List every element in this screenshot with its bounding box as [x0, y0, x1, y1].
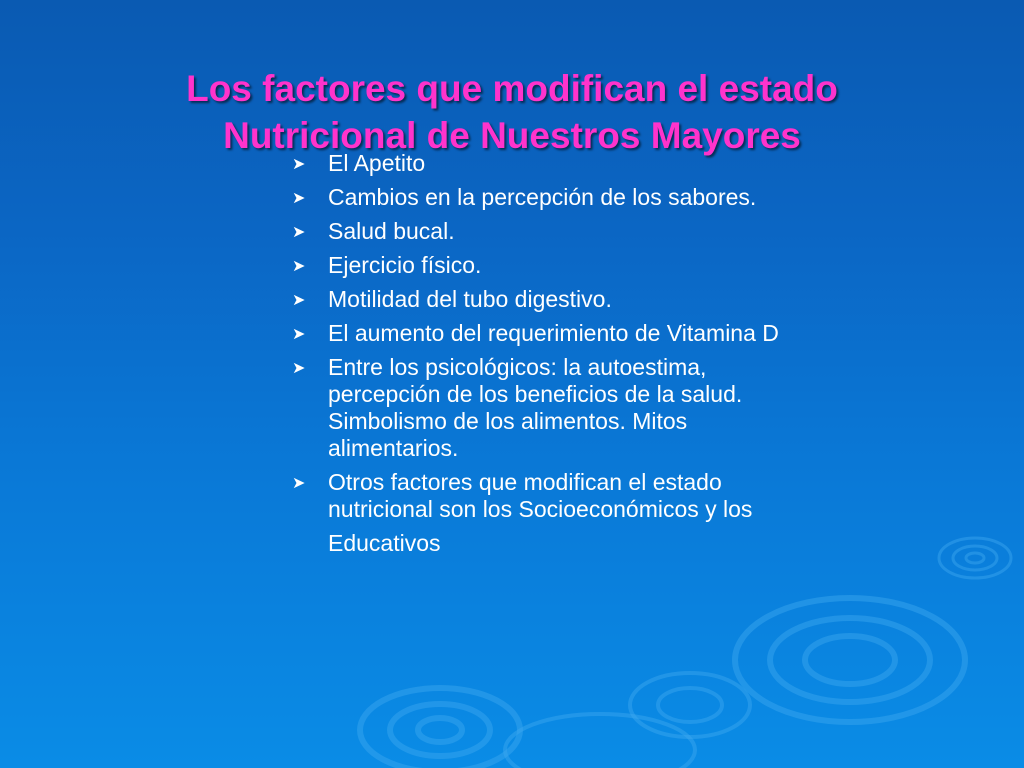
- bullet-item: [290, 469, 810, 557]
- bullet-text: Motilidad del tubo digestivo.: [328, 286, 612, 312]
- bullet-item: [290, 320, 810, 347]
- slide-title-line-2: Nutricional de Nuestros Mayores: [223, 114, 801, 156]
- slide-title-line-1: Los factores que modifican el estado: [186, 67, 838, 109]
- arrow-bullet-icon: ➤: [292, 258, 306, 275]
- bullet-text: Salud bucal.: [328, 218, 455, 244]
- bullet-text: Ejercicio físico.: [328, 252, 482, 278]
- bullet-text: Cambios en la percepción de los sabores.: [328, 184, 757, 210]
- bullet-item: [290, 286, 810, 313]
- bullet-item: [290, 252, 810, 279]
- arrow-bullet-icon: ➤: [292, 156, 306, 173]
- bullet-text: El Apetito: [328, 150, 426, 176]
- bullet-continuation-text: Educativos: [328, 530, 441, 556]
- arrow-bullet-icon: ➤: [292, 326, 306, 343]
- arrow-bullet-icon: ➤: [292, 292, 306, 309]
- bullet-item: [290, 218, 810, 245]
- arrow-bullet-icon: ➤: [292, 360, 306, 377]
- arrow-bullet-icon: ➤: [292, 224, 306, 241]
- bullet-item: [290, 184, 810, 211]
- bullet-text: Entre los psicológicos: la autoestima, percepción de los beneficios de la salud. Simbolismo de los alimentos. Mitos alimentarios.: [328, 354, 743, 461]
- bullet-list: [290, 150, 810, 564]
- bullet-text: Otros factores que modifican el estado nutricional son los Socioeconómicos y los: [328, 469, 753, 522]
- arrow-bullet-icon: ➤: [292, 475, 306, 492]
- bullet-text: El aumento del requerimiento de Vitamina D: [328, 320, 779, 346]
- bullet-item: [290, 354, 810, 462]
- slide-title: [60, 65, 964, 159]
- arrow-bullet-icon: ➤: [292, 190, 306, 207]
- bullet-item: [290, 150, 810, 177]
